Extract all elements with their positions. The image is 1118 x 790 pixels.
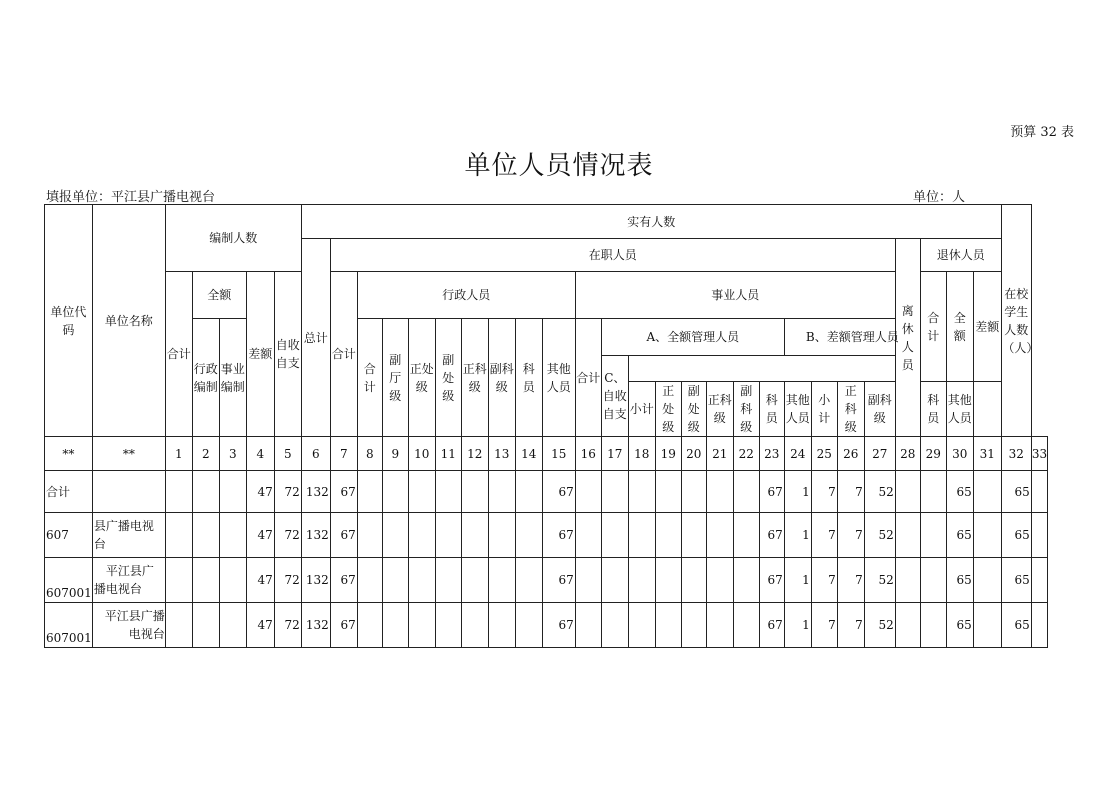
- cell-value: [192, 603, 219, 648]
- table-row: [45, 603, 1048, 648]
- cell-value: [628, 558, 655, 603]
- cell-value: [1031, 471, 1047, 513]
- cell-value: [488, 558, 515, 603]
- column-number-cell: 25: [811, 437, 837, 471]
- cell-value: [733, 603, 759, 648]
- column-number-cell: 7: [330, 437, 357, 471]
- cell-value: [895, 471, 920, 513]
- column-number-cell: 30: [946, 437, 973, 471]
- column-number-cell: 3: [219, 437, 246, 471]
- cell-value: [165, 471, 192, 513]
- cell-value: 52: [864, 558, 895, 603]
- cell-value: [219, 558, 246, 603]
- hdr-inst-total: 合计: [575, 319, 601, 437]
- cell-value: [165, 603, 192, 648]
- cell-value: 132: [301, 558, 330, 603]
- cell-value: [408, 471, 435, 513]
- cell-value: [219, 513, 246, 558]
- cell-value: 72: [274, 471, 301, 513]
- cell-value: [681, 471, 706, 513]
- cell-value: [435, 513, 461, 558]
- column-number-cell: 33: [1031, 437, 1047, 471]
- cell-value: 67: [759, 603, 784, 648]
- hdr-a-clerk: 科员: [759, 382, 784, 437]
- column-number-cell: 21: [706, 437, 733, 471]
- cell-value: 7: [811, 603, 837, 648]
- cell-value: 67: [542, 603, 575, 648]
- column-number-cell: 15: [542, 437, 575, 471]
- cell-value: [920, 513, 946, 558]
- cell-value: [488, 513, 515, 558]
- hdr-staffing: 编制人数: [165, 205, 301, 272]
- hdr-inst-staff: 事业人员: [575, 272, 895, 319]
- cell-value: 65: [1001, 471, 1031, 513]
- cell-value: [165, 513, 192, 558]
- cell-value: 67: [330, 513, 357, 558]
- cell-value: [681, 513, 706, 558]
- cell-value: [575, 558, 601, 603]
- cell-value: [435, 471, 461, 513]
- cell-value: [733, 558, 759, 603]
- cell-value: [706, 471, 733, 513]
- cell-value: 67: [542, 471, 575, 513]
- column-number-cell: 12: [461, 437, 488, 471]
- hdr-group-a: A、全额管理人员: [601, 319, 784, 356]
- cell-value: [165, 558, 192, 603]
- column-number-cell: 23: [759, 437, 784, 471]
- cell-value: [973, 471, 1001, 513]
- cell-value: 7: [837, 471, 864, 513]
- cell-value: 7: [837, 603, 864, 648]
- cell-value: [920, 558, 946, 603]
- cell-value: 52: [864, 513, 895, 558]
- hdr-a-deputy-division: 副处级: [681, 382, 706, 437]
- cell-value: [515, 513, 542, 558]
- hdr-staffing-total: 合计: [165, 272, 192, 437]
- hdr-grand-total: 总计: [301, 239, 330, 437]
- column-number-cell: **: [92, 437, 165, 471]
- cell-value: [655, 558, 681, 603]
- cell-value: [1031, 513, 1047, 558]
- hdr-b-deputy-section: 副科级: [864, 382, 895, 437]
- column-number-cell: 10: [408, 437, 435, 471]
- cell-value: 67: [542, 558, 575, 603]
- cell-value: 67: [542, 513, 575, 558]
- cell-value: 132: [301, 513, 330, 558]
- cell-value: [515, 558, 542, 603]
- reporting-unit: 填报单位：平江县广播电视台: [46, 190, 216, 205]
- cell-value: [357, 513, 382, 558]
- hdr-division-chief: 正处级: [408, 319, 435, 437]
- cell-value: [488, 471, 515, 513]
- hdr-employed: 在职人员: [330, 239, 895, 272]
- cell-value: 67: [759, 471, 784, 513]
- hdr-inst-staffing: 事业编制: [219, 319, 246, 437]
- cell-value: [628, 513, 655, 558]
- cell-value: [655, 603, 681, 648]
- column-number-cell: 6: [301, 437, 330, 471]
- cell-value: [681, 603, 706, 648]
- cell-value: [408, 558, 435, 603]
- cell-value: [461, 471, 488, 513]
- hdr-deputy-section: 副科级: [488, 319, 515, 437]
- column-number-cell: **: [45, 437, 93, 471]
- hdr-full-amount: 全额: [192, 272, 246, 319]
- column-number-cell: 4: [246, 437, 274, 471]
- cell-value: 65: [1001, 603, 1031, 648]
- column-number-cell: 9: [382, 437, 408, 471]
- hdr-admin-total: 合计: [357, 319, 382, 437]
- cell-value: 67: [759, 513, 784, 558]
- cell-value: [382, 513, 408, 558]
- hdr-actual: 实有人数: [301, 205, 1001, 239]
- cell-value: [219, 603, 246, 648]
- cell-value: [461, 513, 488, 558]
- cell-value: 65: [946, 471, 973, 513]
- hdr-a-deputy-section: 副科级: [733, 382, 759, 437]
- staff-table: [44, 204, 1048, 648]
- cell-value: [895, 603, 920, 648]
- column-number-cell: 17: [601, 437, 628, 471]
- column-number-cell: 8: [357, 437, 382, 471]
- hdr-group-c: C、自收自支: [601, 356, 628, 437]
- hdr-retired-cadres: 离休人员: [895, 239, 920, 437]
- hdr-clerk: 科员: [515, 319, 542, 437]
- hdr-section-chief: 正科级: [461, 319, 488, 437]
- cell-value: [706, 513, 733, 558]
- hdr-diff-amount: 差额: [246, 272, 274, 437]
- cell-value: [357, 558, 382, 603]
- column-number-cell: 18: [628, 437, 655, 471]
- cell-value: [357, 471, 382, 513]
- column-number-cell: 14: [515, 437, 542, 471]
- cell-unit-code: 合计: [45, 471, 93, 513]
- cell-value: 72: [274, 558, 301, 603]
- hdr-ret-total: 合计: [920, 272, 946, 382]
- hdr-group-b: B、差额管理人员: [784, 319, 920, 356]
- cell-value: [192, 513, 219, 558]
- cell-value: [655, 471, 681, 513]
- cell-value: [733, 471, 759, 513]
- cell-value: [601, 471, 628, 513]
- cell-value: 72: [274, 603, 301, 648]
- cell-value: [435, 603, 461, 648]
- cell-unit-name: 平江县广播电视台: [92, 558, 165, 603]
- hdr-ret-full: 全额: [946, 272, 973, 382]
- cell-unit-code: 607001: [45, 558, 93, 603]
- column-number-cell: 28: [895, 437, 920, 471]
- cell-value: [920, 603, 946, 648]
- column-number-cell: 20: [681, 437, 706, 471]
- cell-value: [1031, 558, 1047, 603]
- hdr-b-others: 其他人员: [946, 382, 973, 437]
- column-number-cell: 29: [920, 437, 946, 471]
- table-row: [45, 471, 1048, 513]
- cell-value: [435, 558, 461, 603]
- cell-value: 7: [811, 558, 837, 603]
- cell-unit-name: 平江县广播电视台: [92, 603, 165, 648]
- cell-unit-name: [92, 471, 165, 513]
- cell-value: [733, 513, 759, 558]
- cell-value: 1: [784, 513, 811, 558]
- column-number-cell: 27: [864, 437, 895, 471]
- cell-value: [628, 471, 655, 513]
- hdr-students: 在校学生人数（人）: [1001, 205, 1031, 437]
- cell-value: 47: [246, 603, 274, 648]
- cell-value: 67: [330, 471, 357, 513]
- cell-value: 65: [946, 603, 973, 648]
- column-number-cell: 5: [274, 437, 301, 471]
- cell-value: 67: [330, 558, 357, 603]
- hdr-self-funded: 自收自支: [274, 272, 301, 437]
- cell-value: 1: [784, 471, 811, 513]
- column-number-cell: 26: [837, 437, 864, 471]
- cell-value: [973, 558, 1001, 603]
- cell-value: 65: [946, 513, 973, 558]
- column-number-cell: 31: [973, 437, 1001, 471]
- cell-value: [601, 603, 628, 648]
- table-row: [45, 513, 1048, 558]
- cell-value: [192, 471, 219, 513]
- hdr-admin-staff: 行政人员: [357, 272, 575, 319]
- cell-unit-code: 607: [45, 513, 93, 558]
- hdr-ret-diff: 差额: [973, 272, 1001, 382]
- cell-value: [973, 603, 1001, 648]
- page-title: 单位人员情况表: [464, 151, 654, 181]
- cell-value: [706, 603, 733, 648]
- column-number-cell: 2: [192, 437, 219, 471]
- cell-value: [575, 513, 601, 558]
- cell-value: [895, 558, 920, 603]
- cell-value: [382, 558, 408, 603]
- cell-value: 67: [330, 603, 357, 648]
- cell-value: [461, 558, 488, 603]
- cell-value: 67: [759, 558, 784, 603]
- cell-value: 65: [1001, 513, 1031, 558]
- hdr-a-others: 其他人员: [784, 382, 811, 437]
- cell-value: [488, 603, 515, 648]
- cell-value: [681, 558, 706, 603]
- cell-value: 132: [301, 471, 330, 513]
- cell-value: 1: [784, 603, 811, 648]
- cell-value: [706, 558, 733, 603]
- column-number-cell: 13: [488, 437, 515, 471]
- cell-value: [628, 603, 655, 648]
- hdr-unit-code: 单位代码: [45, 205, 93, 437]
- cell-value: [601, 513, 628, 558]
- cell-value: [575, 471, 601, 513]
- column-number-cell: 11: [435, 437, 461, 471]
- cell-value: 1: [784, 558, 811, 603]
- hdr-a-section-chief: 正科级: [706, 382, 733, 437]
- cell-value: 7: [811, 513, 837, 558]
- cell-value: [408, 603, 435, 648]
- column-number-cell: 24: [784, 437, 811, 471]
- hdr-a-subtotal: 小计: [628, 382, 655, 437]
- cell-value: [515, 471, 542, 513]
- form-number: 预算 32 表: [1010, 125, 1074, 140]
- hdr-retirees: 退休人员: [920, 239, 1001, 272]
- cell-value: 52: [864, 471, 895, 513]
- cell-value: [408, 513, 435, 558]
- hdr-employed-total: 合计: [330, 272, 357, 437]
- cell-value: 47: [246, 558, 274, 603]
- cell-value: [575, 603, 601, 648]
- hdr-admin-staffing: 行政编制: [192, 319, 219, 437]
- cell-value: 7: [811, 471, 837, 513]
- hdr-b-clerk: 科员: [920, 382, 946, 437]
- cell-value: [382, 471, 408, 513]
- cell-value: [382, 603, 408, 648]
- cell-value: [655, 513, 681, 558]
- hdr-others: 其他人员: [542, 319, 575, 437]
- hdr-b-subtotal: 小计: [811, 382, 837, 437]
- cell-value: [219, 471, 246, 513]
- cell-value: [192, 558, 219, 603]
- cell-value: 72: [274, 513, 301, 558]
- table-row: [45, 558, 1048, 603]
- cell-value: [973, 513, 1001, 558]
- cell-unit-name: 县广播电视台: [92, 513, 165, 558]
- unit-label: 单位：人: [913, 190, 966, 205]
- cell-value: 7: [837, 513, 864, 558]
- cell-value: 132: [301, 603, 330, 648]
- hdr-unit-name: 单位名称: [92, 205, 165, 437]
- cell-value: [1031, 603, 1047, 648]
- hdr-a-division-chief: 正处级: [655, 382, 681, 437]
- column-number-cell: 1: [165, 437, 192, 471]
- cell-value: [515, 603, 542, 648]
- column-number-cell: 32: [1001, 437, 1031, 471]
- cell-unit-code: 607001: [45, 603, 93, 648]
- column-number-cell: 16: [575, 437, 601, 471]
- column-number-row: [45, 437, 1048, 471]
- cell-value: [601, 558, 628, 603]
- cell-value: [357, 603, 382, 648]
- cell-value: [461, 603, 488, 648]
- cell-value: 47: [246, 471, 274, 513]
- column-number-cell: 19: [655, 437, 681, 471]
- cell-value: 47: [246, 513, 274, 558]
- cell-value: 7: [837, 558, 864, 603]
- cell-value: 52: [864, 603, 895, 648]
- hdr-b-section-chief: 正科级: [837, 382, 864, 437]
- cell-value: [895, 513, 920, 558]
- column-number-cell: 22: [733, 437, 759, 471]
- hdr-deputy-division: 副处级: [435, 319, 461, 437]
- hdr-deputy-dept: 副厅级: [382, 319, 408, 437]
- cell-value: [920, 471, 946, 513]
- cell-value: 65: [1001, 558, 1031, 603]
- cell-value: 65: [946, 558, 973, 603]
